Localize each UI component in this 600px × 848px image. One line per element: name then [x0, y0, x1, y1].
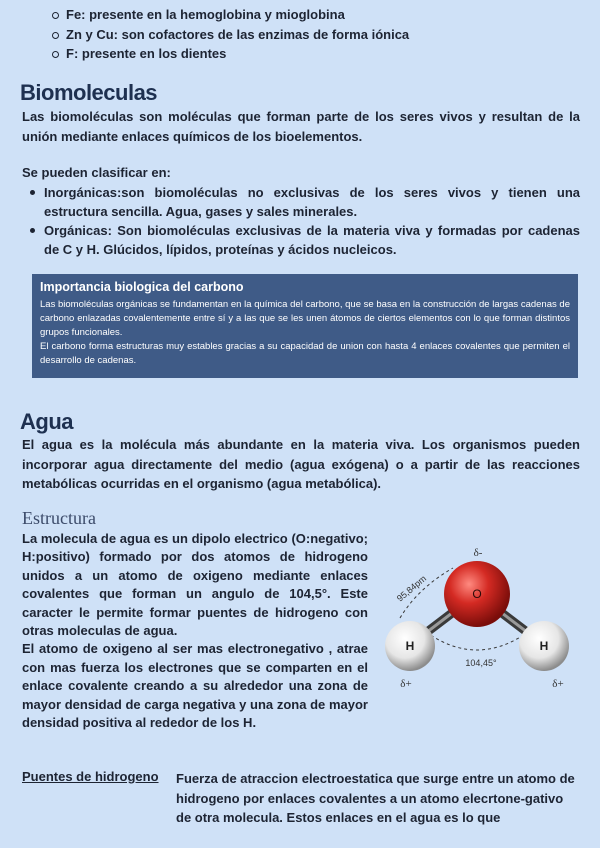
- oxygen-label: O: [472, 587, 482, 601]
- biomolecule-types-list: [28, 183, 580, 259]
- agua-intro: El agua es la molécula más abundante en la materia viva. Los organismos pueden incorporar agua directamente del medio (agua exógena) o a partir de las reacciones metabólicas ocurridas en el organismo (agua metabólica).: [22, 437, 580, 491]
- angle-arc: [426, 632, 528, 650]
- top-element-list: [50, 5, 409, 64]
- hydrogen-label-right: H: [539, 639, 549, 653]
- carbon-importance-box: [32, 274, 578, 378]
- box-paragraph: El carbono forma estructuras muy estables gracias a su capacidad de union con hasta 4 enlaces covalentes que permiten el desarrollo de cadenas.: [40, 341, 570, 366]
- estructura-text: [22, 530, 368, 732]
- estructura-paragraph: El atomo de oxigeno al ser mas electronegativo , atrae con mas fuerza los electrones que se comparten en el enlace covalente creando a su alrededor una zona de mayor densidad de carga negativa y una zona de mayor densidad positiva al rededor de los H.: [22, 641, 368, 731]
- list-item: Fe: presente en la hemoglobina y mioglobina: [50, 5, 409, 25]
- biomoleculas-heading: Biomoleculas: [20, 80, 158, 105]
- agua-heading: Agua: [20, 409, 73, 434]
- estructura-heading: Estructura: [22, 508, 96, 528]
- puentes-term: Puentes de hidrogeno: [22, 769, 159, 784]
- delta-minus-label: δ-: [473, 547, 483, 559]
- classify-text: Se pueden clasificar en:: [22, 165, 171, 180]
- water-molecule-diagram: [378, 540, 588, 700]
- hydrogen-label-left: H: [405, 639, 415, 653]
- list-item: Orgánicas: Son biomoléculas exclusivas de la materia viva y formadas por cadenas de C y H. Glúcidos, lípidos, proteínas y ácidos nucleicos.: [28, 221, 580, 259]
- angle-label: 104,45°: [465, 658, 497, 668]
- biomoleculas-intro: Las biomoléculas son moléculas que forman parte de los seres vivos y resultan de la unión mediante enlaces químicos de los bioelementos.: [22, 109, 580, 144]
- delta-plus-label-right: δ+: [552, 678, 564, 690]
- delta-plus-label-left: δ+: [400, 678, 412, 690]
- box-title: Importancia biologica del carbono: [40, 280, 244, 294]
- list-item: F: presente en los dientes: [50, 44, 409, 64]
- box-paragraph: Las biomoléculas orgánicas se fundamentan en la química del carbono, que se basa en la construcción de largas cadenas de carbono enlazadas covalentemente entre sí y a las que se les unen átomos de ciertos elementos con lo que forman distintos grupos funcionales.: [40, 299, 570, 338]
- list-item: Zn y Cu: son cofactores de las enzimas de forma iónica: [50, 25, 409, 45]
- bond-length-label: 95,84pm: [394, 573, 429, 604]
- list-item: Inorgánicas:son biomoléculas no exclusivas de los seres vivos y tienen una estructura sencilla. Agua, gases y sales minerales.: [28, 183, 580, 221]
- puentes-definition: Fuerza de atraccion electroestatica que surge entre un atomo de hidrogeno por enlaces covalentes a un atomo elecrtone-gativo de otra molecula. Estos enlaces en el agua es lo que: [176, 771, 575, 825]
- estructura-paragraph: La molecula de agua es un dipolo electrico (O:negativo; H:positivo) formado por dos atomos de hidrogeno unidos a un atomo de oxigeno mediante enlaces covalentes que forman un angulo de 104,5°. Este caracter le permite formar puentes de hidrogeno con otras moleculas de agua.: [22, 531, 368, 639]
